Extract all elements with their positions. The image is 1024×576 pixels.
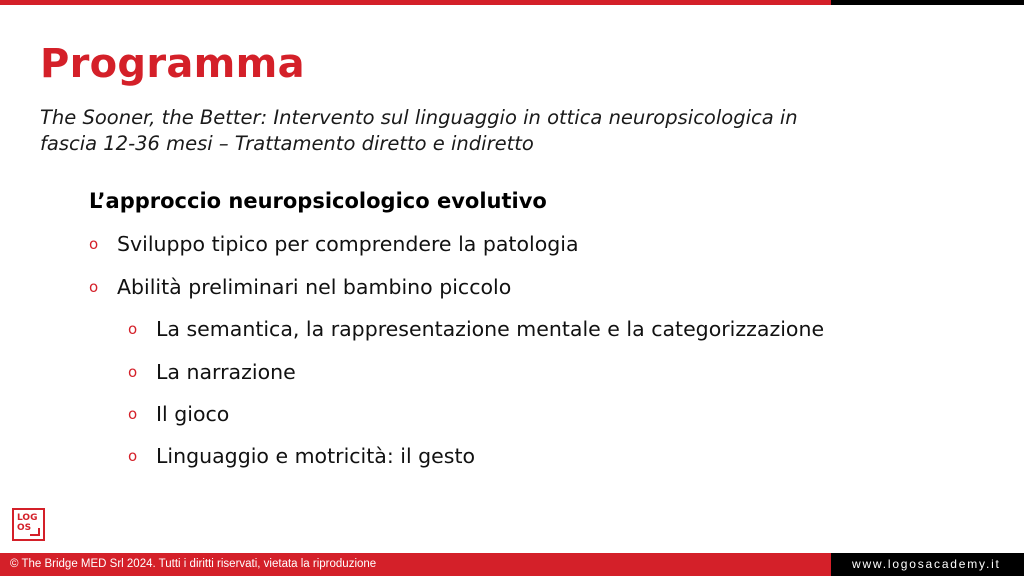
sub-bullet-item — [128, 314, 824, 344]
bullet-circle-icon: o — [89, 235, 99, 253]
subtitle-line-2: fascia 12-36 mesi – Trattamento diretto e indiretto — [40, 132, 534, 155]
slide-subtitle — [40, 105, 940, 157]
logos-logo — [12, 508, 45, 541]
bullet-text: Sviluppo tipico per comprendere la patologia — [117, 232, 579, 256]
footer-website-link[interactable]: www.logosacademy.it — [831, 553, 1024, 576]
bullet-item — [89, 229, 579, 259]
footer-bar — [0, 553, 1024, 576]
bullet-circle-icon: o — [128, 363, 138, 381]
slide-title: Programma — [40, 41, 305, 87]
bullet-text: La semantica, la rappresentazione mentale e la categorizzazione — [156, 317, 825, 341]
bullet-text: Il gioco — [156, 402, 230, 426]
bullet-text: La narrazione — [156, 360, 296, 384]
top-bar-black-segment — [831, 0, 1024, 5]
logo-line-1: LOG — [17, 513, 38, 523]
logo-line-2: OS — [17, 523, 32, 533]
bullet-circle-icon: o — [89, 278, 99, 296]
section-heading: L’approccio neuropsicologico evolutivo — [89, 189, 547, 213]
top-bar-red-segment — [0, 0, 831, 5]
sub-bullet-item — [128, 441, 475, 471]
subtitle-line-1: The Sooner, the Better: Intervento sul linguaggio in ottica neuropsicologica in — [40, 106, 798, 129]
bullet-text: Linguaggio e motricità: il gesto — [156, 444, 476, 468]
bullet-circle-icon: o — [128, 447, 138, 465]
top-accent-bar — [0, 0, 1024, 5]
logo-corner-bracket-icon — [30, 528, 40, 536]
bullet-circle-icon: o — [128, 320, 138, 338]
sub-bullet-item — [128, 399, 229, 429]
bullet-text: Abilità preliminari nel bambino piccolo — [117, 275, 512, 299]
bullet-circle-icon: o — [128, 405, 138, 423]
bullet-item — [89, 272, 511, 302]
sub-bullet-item — [128, 357, 296, 387]
footer-copyright: © The Bridge MED Srl 2024. Tutti i diritti riservati, vietata la riproduzione — [0, 553, 831, 576]
